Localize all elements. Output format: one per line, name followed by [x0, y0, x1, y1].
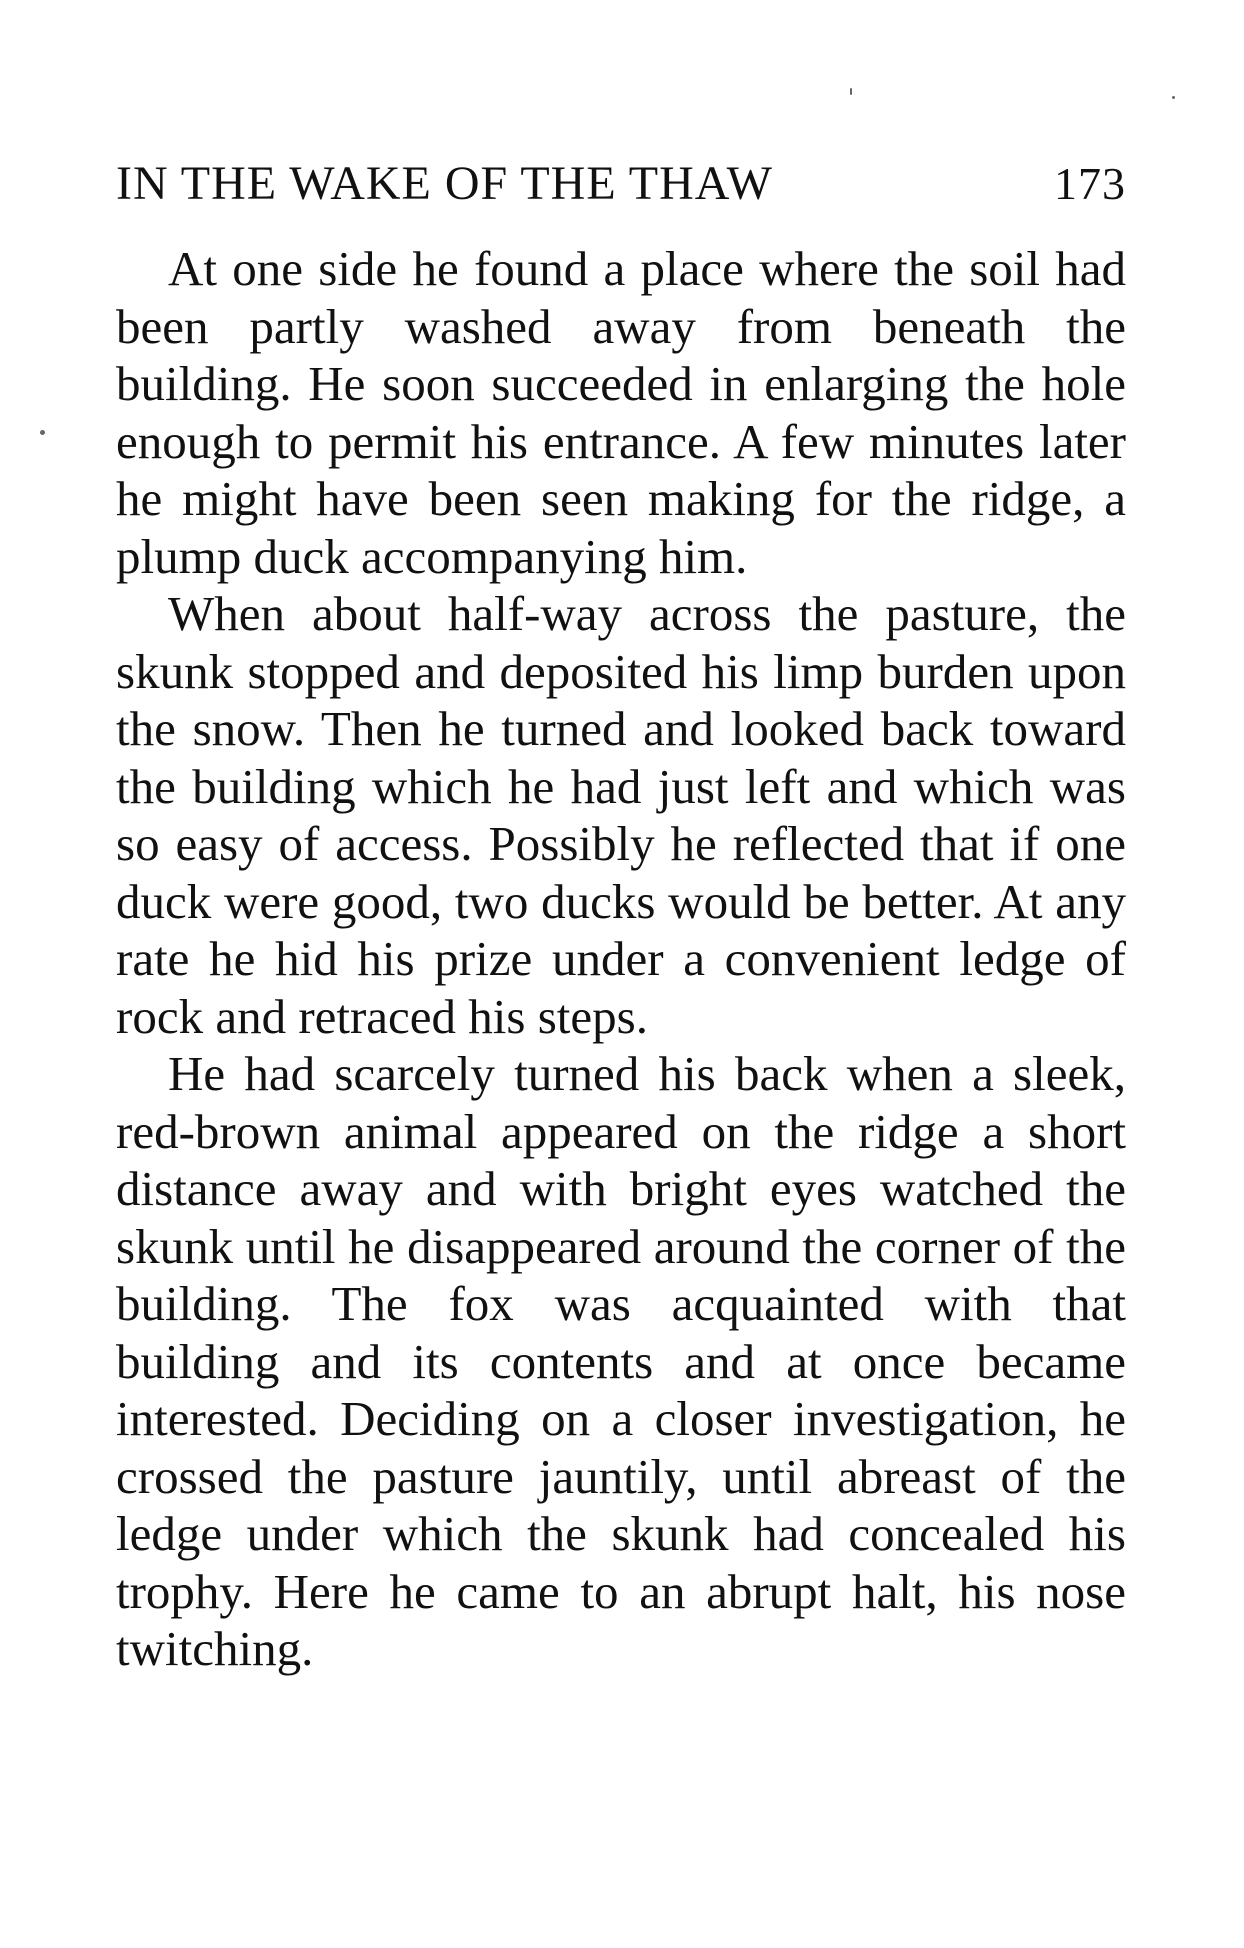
- print-speck: [850, 88, 852, 95]
- paragraph: At one side he found a place where the soil had been partly washed away from beneath the building. He soon succeeded in enlarging the hole enough to permit his entrance. A few minutes later he might have been seen making for the ridge, a plump duck accompanying him.: [116, 241, 1126, 584]
- page-number: 173: [1054, 158, 1126, 209]
- running-head: [116, 157, 1126, 210]
- paragraph: When about half-way across the pasture, the skunk stopped and deposited his limp burden upon the snow. Then he turned and looked back toward the building which he had just left and which was so easy of access. Possibly he reflected that if one duck were good, two ducks would be better. At any rate he hid his prize under a convenient ledge of rock and retraced his steps.: [116, 586, 1126, 1044]
- print-speck: [40, 430, 45, 435]
- running-title: IN THE WAKE OF THE THAW: [116, 157, 773, 210]
- paragraph: He had scarcely turned his back when a sleek, red-brown animal appeared on the ridge a short distance away and with bright eyes watched the skunk until he disappeared around the corner of the building. The fox was acquainted with that building and its contents and at once became interested. Deciding on a closer investigation, he crossed the pasture jauntily, until abreast of the ledge under which the skunk had concealed his trophy. Here he came to an abrupt halt, his nose twitching.: [116, 1046, 1126, 1676]
- print-speck: [1172, 96, 1175, 99]
- body-text: [116, 240, 1126, 1678]
